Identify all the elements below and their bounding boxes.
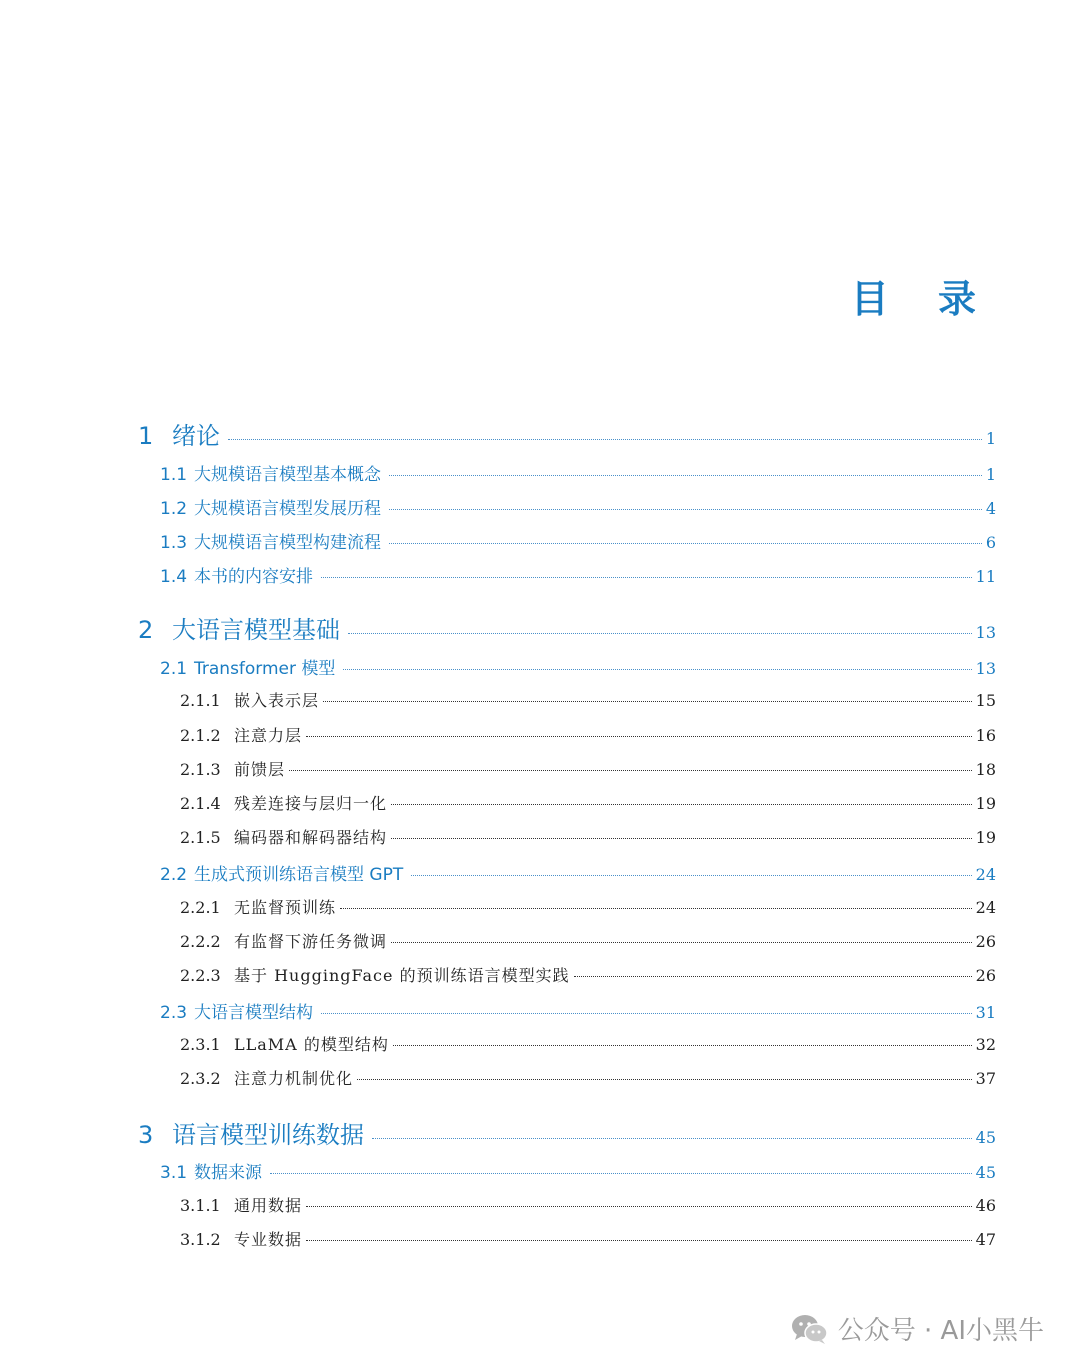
- toc-entry-level-2[interactable]: [160, 654, 996, 679]
- toc-entry-page-number: 4: [985, 499, 996, 518]
- toc-entry-page-number: 45: [975, 1163, 996, 1182]
- toc-dot-leader: [321, 1013, 972, 1014]
- toc-entry-title: 注意力层: [234, 726, 303, 745]
- toc-dot-leader: [343, 669, 971, 670]
- toc-entry-label: [180, 929, 387, 952]
- toc-entry-page-number: 31: [975, 1003, 996, 1022]
- toc-entry-page-number: 45: [975, 1128, 996, 1147]
- toc-dot-leader: [306, 736, 972, 737]
- toc-entry-number: 2: [138, 616, 154, 644]
- toc-entry-number: 2.1: [160, 659, 188, 679]
- toc-entry-label: [160, 1158, 262, 1183]
- toc-dot-leader: [340, 908, 972, 909]
- toc-entry-level-2[interactable]: [160, 998, 996, 1023]
- toc-entry-number: 2.3.2: [180, 1069, 221, 1088]
- toc-entry-level-3[interactable]: [180, 757, 996, 780]
- toc-entry-title: 有监督下游任务微调: [234, 932, 388, 951]
- toc-entry-number: 3.1.1: [180, 1196, 221, 1215]
- toc-dot-leader: [228, 439, 982, 440]
- toc-entry-level-2[interactable]: [160, 860, 996, 885]
- toc-entry-title: 大语言模型基础: [172, 616, 340, 644]
- toc-entry-label: [180, 895, 336, 918]
- toc-entry-number: 2.1.2: [180, 726, 221, 745]
- toc-entry-title: 无监督预训练: [234, 898, 337, 917]
- toc-entry-page-number: 6: [985, 533, 996, 552]
- toc-dot-leader: [289, 770, 972, 771]
- toc-dot-leader: [270, 1173, 972, 1174]
- toc-entry-number: 2.1.1: [180, 691, 221, 710]
- toc-entry-page-number: 1: [985, 429, 996, 448]
- toc-entry-label: [180, 1227, 302, 1250]
- toc-entry-page-number: 37: [975, 1069, 996, 1088]
- toc-entry-label: [160, 528, 381, 553]
- toc-entry-number: 2.2.2: [180, 932, 221, 951]
- toc-entry-label: [160, 860, 403, 885]
- toc-entry-label: [160, 998, 313, 1023]
- toc-entry-title: 语言模型训练数据: [172, 1121, 364, 1149]
- toc-entry-title: 大规模语言模型基本概念: [194, 465, 381, 485]
- toc-entry-page-number: 24: [975, 898, 996, 917]
- toc-entry-number: 2.3.1: [180, 1035, 221, 1054]
- toc-dot-leader: [574, 976, 972, 977]
- toc-entry-number: 2.1.5: [180, 828, 221, 847]
- toc-dot-leader: [372, 1138, 972, 1139]
- toc-entry-number: 1.4: [160, 567, 188, 587]
- watermark: [790, 1310, 1044, 1347]
- toc-entry-title: Transformer 模型: [194, 659, 336, 679]
- toc-entry-level-1[interactable]: [138, 416, 996, 451]
- toc-entry-level-1[interactable]: [138, 1115, 996, 1150]
- toc-dot-leader: [393, 1045, 972, 1046]
- toc-entry-level-2[interactable]: [160, 1158, 996, 1183]
- toc-entry-label: [138, 416, 220, 451]
- toc-dot-leader: [357, 1079, 972, 1080]
- toc-entry-number: 2.2.3: [180, 966, 221, 985]
- toc-entry-label: [180, 1032, 389, 1055]
- toc-entry-level-3[interactable]: [180, 723, 996, 746]
- toc-dot-leader: [306, 1206, 972, 1207]
- toc-entry-number: 2.3: [160, 1003, 188, 1023]
- toc-entry-level-3[interactable]: [180, 688, 996, 711]
- toc-dot-leader: [391, 804, 972, 805]
- toc-entry-title: 嵌入表示层: [234, 691, 320, 710]
- toc-entry-label: [180, 1066, 353, 1089]
- toc-dot-leader: [391, 942, 972, 943]
- toc-entry-page-number: 47: [975, 1230, 996, 1249]
- toc-dot-leader: [306, 1240, 972, 1241]
- toc-entry-page-number: 16: [975, 726, 996, 745]
- toc-entry-title: 大规模语言模型发展历程: [194, 499, 381, 519]
- toc-dot-leader: [348, 633, 972, 634]
- toc-entry-page-number: 1: [985, 465, 996, 484]
- toc-entry-page-number: 26: [975, 932, 996, 951]
- toc-entry-level-3[interactable]: [180, 929, 996, 952]
- toc-entry-label: [160, 494, 381, 519]
- toc-entry-title: LLaMA 的模型结构: [234, 1035, 389, 1054]
- toc-entry-label: [180, 757, 285, 780]
- toc-entry-number: 3.1: [160, 1163, 188, 1183]
- toc-entry-label: [160, 654, 335, 679]
- toc-entry-title: 前馈层: [234, 760, 286, 779]
- toc-entry-title: 专业数据: [234, 1230, 303, 1249]
- toc-entry-level-3[interactable]: [180, 1066, 996, 1089]
- toc-entry-level-3[interactable]: [180, 1032, 996, 1055]
- toc-entry-number: 2.1.4: [180, 794, 221, 813]
- toc-entry-number: 3: [138, 1121, 154, 1149]
- toc-entry-number: 3.1.2: [180, 1230, 221, 1249]
- toc-dot-leader: [321, 577, 972, 578]
- toc-dot-leader: [323, 701, 972, 702]
- toc-entry-label: [160, 562, 313, 587]
- toc-entry-number: 1.2: [160, 499, 188, 519]
- toc-entry-label: [180, 1193, 302, 1216]
- toc-dot-leader: [391, 838, 972, 839]
- toc-entry-label: [180, 963, 570, 986]
- toc-entry-label: [180, 825, 387, 848]
- toc-dot-leader: [411, 875, 971, 876]
- toc-entry-title: 基于 HuggingFace 的预训练语言模型实践: [234, 966, 570, 985]
- toc-entry-page-number: 19: [975, 828, 996, 847]
- toc-entry-number: 1.3: [160, 533, 188, 553]
- page-title: 目 录: [850, 277, 994, 321]
- toc-entry-label: [160, 460, 381, 485]
- toc-entry-level-2[interactable]: [160, 528, 996, 553]
- toc-entry-page-number: 32: [975, 1035, 996, 1054]
- toc-entry-title: 数据来源: [194, 1163, 262, 1183]
- toc-entry-label: [180, 791, 387, 814]
- toc-entry-level-3[interactable]: [180, 963, 996, 986]
- toc-entry-label: [180, 688, 319, 711]
- toc-entry-number: 2.2: [160, 865, 188, 885]
- watermark-text: 公众号 · AI小黑牛: [837, 1316, 1044, 1346]
- toc-entry-title: 注意力机制优化: [234, 1069, 354, 1088]
- toc-dot-leader: [389, 543, 982, 544]
- toc-entry-title: 生成式预训练语言模型 GPT: [194, 865, 404, 885]
- toc-entry-number: 2.2.1: [180, 898, 221, 917]
- toc-entry-title: 编码器和解码器结构: [234, 828, 388, 847]
- toc-dot-leader: [389, 475, 982, 476]
- toc-entry-page-number: 13: [975, 623, 996, 642]
- toc-entry-title: 大规模语言模型构建流程: [194, 533, 381, 553]
- toc-entry-level-2[interactable]: [160, 494, 996, 519]
- toc-entry-title: 残差连接与层归一化: [234, 794, 388, 813]
- toc-entry-level-3[interactable]: [180, 825, 996, 848]
- toc-entry-level-3[interactable]: [180, 1227, 996, 1250]
- toc-entry-page-number: 19: [975, 794, 996, 813]
- toc-entry-page-number: 13: [975, 659, 996, 678]
- toc-entry-page-number: 18: [975, 760, 996, 779]
- toc-entry-level-2[interactable]: [160, 460, 996, 485]
- toc-entry-number: 1: [138, 422, 154, 450]
- toc-entry-title: 通用数据: [234, 1196, 303, 1215]
- toc-dot-leader: [389, 509, 982, 510]
- toc-entry-page-number: 26: [975, 966, 996, 985]
- toc-entry-page-number: 11: [975, 567, 996, 586]
- toc-entry-level-2[interactable]: [160, 562, 996, 587]
- toc-entry-page-number: 15: [975, 691, 996, 710]
- toc-entry-page-number: 46: [975, 1196, 996, 1215]
- toc-entry-level-1[interactable]: [138, 610, 996, 645]
- toc-entry-level-3[interactable]: [180, 1193, 996, 1216]
- toc-entry-number: 1.1: [160, 465, 188, 485]
- toc-entry-title: 绪论: [172, 422, 220, 450]
- wechat-icon: [790, 1312, 830, 1346]
- toc-entry-title: 本书的内容安排: [194, 567, 313, 587]
- toc-entry-label: [138, 1115, 364, 1150]
- toc-entry-label: [180, 723, 302, 746]
- toc-entry-level-3[interactable]: [180, 895, 996, 918]
- toc-entry-page-number: 24: [975, 865, 996, 884]
- toc-entry-title: 大语言模型结构: [194, 1003, 313, 1023]
- toc-entry-number: 2.1.3: [180, 760, 221, 779]
- toc-entry-label: [138, 610, 340, 645]
- toc-entry-level-3[interactable]: [180, 791, 996, 814]
